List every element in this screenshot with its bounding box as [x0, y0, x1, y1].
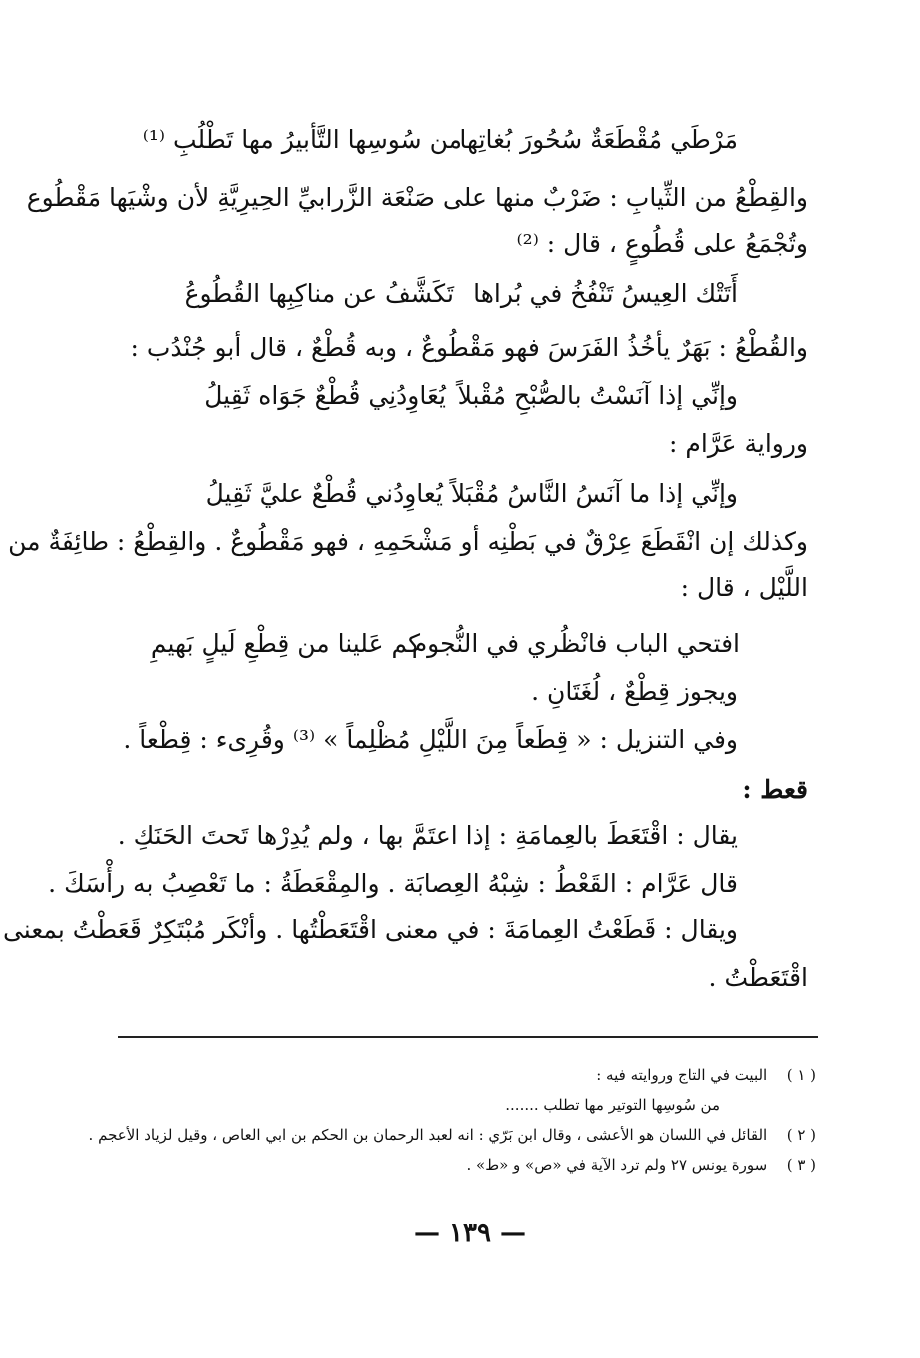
text-line: ويجوز قِطْعٌ ، لُغَتَانِ .: [531, 677, 738, 706]
text-line: اقْتَعَطْتُ .: [708, 963, 808, 992]
text-line: ويقال : قَطَعْتُ العِمامَةَ : في معنى اقْتَعَطْتُها . وأنْكَر مُبْتَكِرٌ قَعَطْتُ بمعنى: [2, 915, 738, 944]
footnote-text: البيت في التاج وروايته فيه :: [596, 1066, 768, 1084]
footnote-text: سورة يونس ٢٧ ولم ترد الآية في «ص» و «ط» .: [466, 1156, 768, 1174]
text-line: والقِطْعُ من الثِّيابِ : ضَرْبٌ منها على صَنْعَة الزَّرابيِّ الحِيرِيَّةِ لأن وشْيَها مَقْطُوع: [26, 183, 808, 212]
text-line: اللَّيْل ، قال :: [680, 573, 808, 602]
text-line: وكذلك إن انْقَطَعَ عِرْقٌ في بَطْنِه أو مَشْحَمِهِ ، فهو مَقْطُوعٌ . والقِطْعُ : طائِفَةٌ من: [8, 527, 808, 556]
footnote-text: القائل في اللسان هو الأعشى ، وقال ابن بَرّي : انه لعبد الرحمان بن الحكم بن ابي العاص ، وقيل لزياد الأعجم .: [88, 1126, 768, 1144]
verse-line: وإنِّي إذا ما آنَسُ النَّاسُ مُقْبَلاً يُعاوِدُني قُطْعٌ عليَّ ثَقِيلُ: [205, 479, 738, 508]
verse-2-second-hemistich: تَكَشَّفُ عن مناكِبِها القُطُوعُ: [184, 279, 454, 308]
text-line: قال عَرَّام : القَعْطُ : شِبْهُ العِصابَة . والمِقْعَطَةُ : ما تَعْصِبُ به رأْسَكَ .: [48, 869, 738, 898]
footnote-2: [89, 1124, 816, 1146]
verse-1-first-hemistich: مَرْطَي مُقْطَعَةٌ سُحُورَ بُغاتِها: [459, 125, 738, 154]
footnote-text: من سُوسِها التوتير مها تطلب .......: [505, 1096, 720, 1114]
verse-3-second-hemistich: يُعَاوِدُنِي قُطْعٌ جَوَاه ثَقِيلُ: [204, 381, 446, 410]
text-line: يقال : اقْتَعَطَ بالعِمامَةِ : إذا اعتَمَّ بها ، ولم يُدِرْها تَحتَ الحَنَكِ .: [117, 821, 738, 850]
text-line: والقُطْعُ : بَهَرٌ يأخُذُ الفَرَسَ فهو مَقْطُوعٌ ، وبه قُطْعٌ ، قال أبو جُنْدُب :: [130, 333, 808, 362]
footnote-1-continuation: [505, 1094, 720, 1116]
verse-2-first-hemistich: أَتَتْك العِيسُ تَنْفُخُ في بُراها: [473, 279, 738, 308]
verse-4-second-hemistich: كم عَلينا من قِطْعِ لَيلٍ بَهيمِ: [150, 629, 420, 658]
verse-4-first-hemistich: افتحي الباب فانْظُري في النُّجوم: [411, 629, 740, 658]
footnote-number: ( ٣ ): [786, 1156, 816, 1174]
page-number: — ١٣٩ —: [413, 1218, 527, 1248]
verse-1-second-hemistich: من سُوسِها التَّأبيرُ مها تَطْلُبِ ⁽¹⁾: [142, 125, 462, 154]
footnote-1: [596, 1064, 816, 1086]
text-line: وفي التنزيل : « قِطَعاً مِنَ اللَّيْلِ مُظْلِماً » ⁽³⁾ وقُرِىء : قِطْعاً .: [123, 725, 738, 754]
footnote-divider: [118, 1036, 818, 1038]
entry-heading: قعط :: [742, 775, 808, 804]
footnote-number: ( ٢ ): [786, 1126, 816, 1144]
verse-3-first-hemistich: وإنِّي إذا آنَسْتُ بالصُّبْحِ مُقْبلاً: [457, 381, 738, 410]
footnote-3: [466, 1154, 816, 1176]
text-line: وتُجْمَعُ على قُطُوعٍ ، قال : ⁽²⁾: [516, 229, 808, 258]
footnote-number: ( ١ ): [786, 1066, 816, 1084]
text-line: ورواية عَرَّام :: [669, 429, 808, 458]
